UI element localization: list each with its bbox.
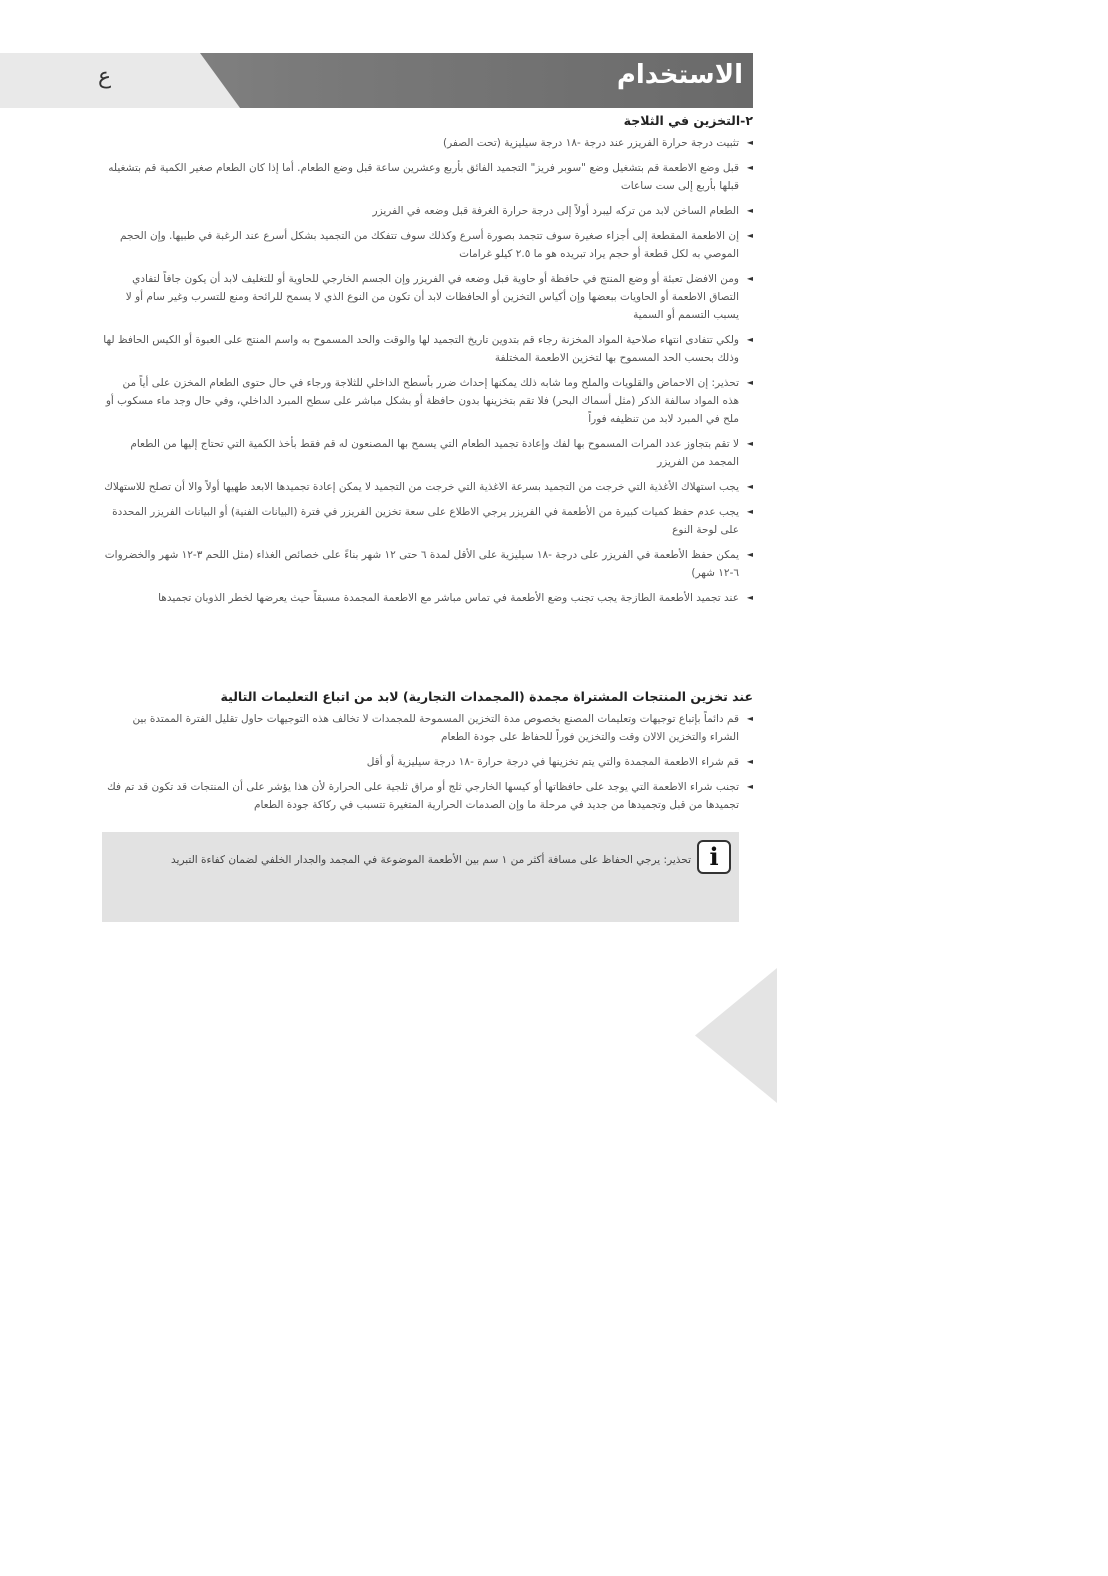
warning-note-box xyxy=(102,832,739,922)
list-item: ◄ قبل وضع الاطعمة قم بتشغيل وضع "سوبر فريز" التجميد الفائق بأربع وعشرين ساعة قبل وضع الطعام. أما إذا كان الطعام صغير الكمية قم بتشغيله قبلها بأربع إلى ست ساعات xyxy=(103,159,753,195)
list-item: ◄ عند تجميد الأطعمة الطازجة يجب تجنب وضع الأطعمة في تماس مباشر مع الاطعمة المجمدة مسبقاً حيث يعرضها لخطر الذوبان تجميدها xyxy=(103,589,753,607)
warning-note-text: تحذير: يرجي الحفاظ على مسافة أكثر من ١ سم بين الأطعمة الموضوعة في المجمد والجدار الخلفي لضمان كفاءة التبريد xyxy=(171,854,691,866)
list-item: ◄ تحذير: إن الاحماض والقلويات والملح وما شابه ذلك يمكنها إحداث ضرر بأسطح الداخلي للثلاجة ورجاء في حال حتوى الطعام المخزن على أياً من هذه المواد سالفة الذكر (مثل أسماك البحر) فلا تقم بتخزينها بدون حافظة أو بشكل مباشر على سطح المبرد الداخلي، وفي حال وجد ماء مسكوب أو ملح في المبرد لابد من تنظيفه فوراً xyxy=(103,374,753,428)
section-title: ٢-التخزين في الثلاجة xyxy=(623,113,753,128)
list-item: ◄ ومن الافضل تعبئة أو وضع المنتج في حافظة أو حاوية قبل وضعه في الفريزر وإن الجسم الخارجي للحاوية أو للتغليف لابد أن يكون جافاً لتفادي التصاق الاطعمة أو الحاويات ببعضها وإن أكياس التخزين أو الحافظات لابد أن تكون من النوع الذي لا يسمح للرائحة ومنع للتسرب وغير سام أو لا يسبب التسمم أو السمية xyxy=(103,270,753,324)
list-item: ◄ يجب استهلاك الأغذية التي خرجت من التجميد بسرعة الاغذية التي خرجت من التجميد لا يمكن إعادة تجميدها الابعد طهيها أولاً والا أن تصلح للاستهلاك xyxy=(103,478,753,496)
list-item: ◄ تجنب شراء الاطعمة التي يوجد على حافظاتها أو كيسها الخارجي ثلج أو مراق ثلجية على الحرارة لأن هذا يؤشر على أن المنتجات قد تكون قد تم فك تجميدها من قبل وتجميدها من جديد في مرحلة ما وإن الصدمات الحرارية المتغيرة تتسبب في ركاكة جودة الطعام xyxy=(103,778,753,814)
info-icon: i xyxy=(697,840,731,874)
list-item: ◄ الطعام الساخن لابد من تركه ليبرد أولاً إلى درجة حرارة الغرفة قبل وضعه في الفريزر xyxy=(103,202,753,220)
list-item: ◄ قم دائماً بإتباع توجيهات وتعليمات المصنع بخصوص مدة التخزين المسموحة للمجمدات لا تخالف هذه التوجيهات حاول تقليل الفترة الممتدة بين الشراء والتخزين الالان وقت والتخزين فوراً للحفاظ على جودة الطعام xyxy=(103,710,753,746)
list-item: ◄ يمكن حفظ الأطعمة في الفريزر على درجة -١٨ سيليزية على الأقل لمدة ٦ حتى ١٢ شهر بناءً على خصائص الغذاء (مثل اللحم ٣-١٢ شهر والخضروات ٦-١٢ شهر) xyxy=(103,546,753,582)
page-title: الاستخدام xyxy=(616,60,743,90)
list-item: ◄ لا تقم بتجاوز عدد المرات المسموح بها لفك وإعادة تجميد الطعام التي يسمح بها المصنعون له قم فقط بأخذ الكمية التي تحتاج إليها من الطعام المجمد من الفريزر xyxy=(103,435,753,471)
list-item: ◄ قم شراء الاطعمة المجمدة والتي يتم تخزينها في درجة حرارة -١٨ درجة سيليزية أو أقل xyxy=(103,753,753,771)
list-item: ◄ يجب عدم حفظ كميات كبيرة من الأطعمة في الفريزر يرجي الاطلاع على سعة تخزين الفريزر في فترة (البيانات الفنية) أو البيانات الفريزر المحددة على لوحة النوع xyxy=(103,503,753,539)
list-item: ◄ إن الاطعمة المقطعة إلى أجزاء صغيرة سوف تتجمد بصورة أسرع وكذلك سوف تتفكك من التجميد بشكل أسرع عند الرغبة في طبيها. وإن الحجم الموصي به لكل قطعة أو حجم يراد تبريده هو ما ٢.٥ كيلو غرامات xyxy=(103,227,753,263)
list-item: ◄ تثبيت درجة حرارة الفريزر عند درجة -١٨ درجة سيليزية (تحت الصفر) xyxy=(103,134,753,152)
page-number: ع xyxy=(98,64,112,89)
section-title: عند تخزين المنتجات المشتراة مجمدة (المجمدات التجارية) لابد من اتباع التعليمات التالية xyxy=(220,689,753,704)
page-corner-triangle xyxy=(695,968,777,1103)
list-item: ◄ ولكي تتفادى انتهاء صلاحية المواد المخزنة رجاء قم بتدوين تاريخ التجميد لها والوقت والحد المسموح به واسم المنتج على العبوة أو الكيس الحافظ لها وذلك بحسب الحد المسموح بها لتخزين الاطعمة المختلفة xyxy=(103,331,753,367)
section-fridge-storage xyxy=(103,112,753,614)
section-frozen-products xyxy=(103,688,753,821)
